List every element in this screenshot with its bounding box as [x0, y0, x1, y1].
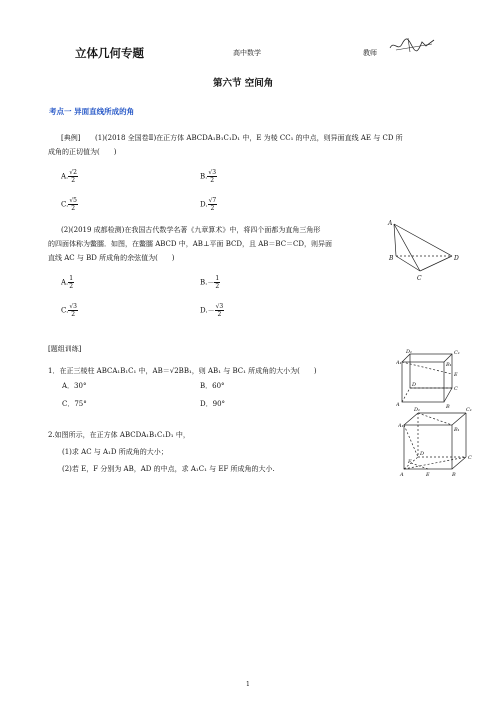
- example-2-option-a: [61, 275, 74, 290]
- vertex-label: D₁: [414, 407, 421, 413]
- vertex-label: B: [452, 472, 456, 477]
- prism-figure: [396, 348, 468, 410]
- practice-q2-line-1: 2.如图所示，在正方体 ABCDA₁B₁C₁D₁ 中，: [48, 431, 190, 439]
- vertex-label: C₁: [466, 407, 472, 413]
- vertex-label: B: [389, 255, 394, 262]
- example-2-option-b: [200, 275, 220, 290]
- edge-ab: [394, 224, 396, 256]
- option-letter: D.: [200, 306, 208, 315]
- example-1-option-b: [200, 169, 217, 184]
- teacher-label: 教师: [363, 49, 377, 57]
- example-1-line-2: 成角的正切值为( ): [48, 148, 117, 156]
- knowledge-point-heading: 考点一 异面直线所成的角: [49, 107, 135, 116]
- option-letter: B.: [200, 172, 208, 181]
- option-numerator: √3: [69, 303, 77, 310]
- option-numerator: √3: [215, 303, 224, 310]
- vertex-label: B: [446, 404, 450, 410]
- option-denominator: 2: [71, 311, 76, 318]
- option-letter: D.: [200, 200, 208, 209]
- front-face: [402, 362, 444, 402]
- vertex-label: D₁: [406, 349, 413, 355]
- vertex-label: B₁: [446, 362, 452, 368]
- vertex-label: E: [454, 372, 458, 378]
- vertex-label: A₁: [398, 423, 404, 429]
- option-numerator: 1: [69, 275, 74, 282]
- option-denominator: 2: [210, 205, 215, 212]
- vertex-label: D: [412, 382, 417, 388]
- example-1-option-d: [200, 197, 217, 212]
- option-letter: C.: [61, 200, 69, 209]
- section-title: 第六节 空间角: [213, 78, 274, 89]
- practice-q1-option-b: B．60°: [200, 382, 225, 390]
- teacher-signature: [388, 34, 438, 56]
- option-denominator: 2: [69, 283, 74, 290]
- example-2-line-2: 的四面体称为鳖臑．如图，在鳖臑 ABCD 中，AB⊥平面 BCD，且 AB＝BC＝CD，则异面: [48, 240, 333, 248]
- vertex-label: F: [408, 459, 412, 465]
- example-1-option-a: [61, 169, 78, 184]
- vertex-label: A: [388, 220, 393, 227]
- example-2-option-d: [200, 303, 224, 318]
- subject-label: 高中数学: [233, 49, 261, 57]
- option-numerator: √2: [69, 169, 77, 176]
- vertex-label: C₁: [454, 350, 460, 356]
- option-letter: A.: [61, 172, 69, 181]
- option-sign: －: [207, 306, 215, 315]
- vertex-label: A₁: [396, 360, 402, 366]
- example-label: [典例]: [61, 134, 81, 142]
- edge-bc: [396, 256, 420, 271]
- document-title: 立体几何专题: [75, 46, 144, 60]
- page-number: 1: [246, 681, 250, 688]
- option-numerator: √5: [69, 197, 77, 204]
- vertex-label: E: [426, 472, 430, 477]
- option-sign: －: [207, 278, 215, 287]
- option-denominator: 2: [71, 205, 76, 212]
- vertex-label: C: [454, 386, 458, 392]
- option-numerator: 1: [215, 275, 220, 282]
- back-face: [410, 354, 452, 388]
- edge-cd: [420, 256, 452, 271]
- vertex-label: C: [468, 455, 472, 461]
- practice-q1-option-d: D．90°: [200, 400, 226, 408]
- vertex-label: D: [454, 255, 459, 262]
- practice-q1: 1．在正三棱柱 ABCA₁B₁C₁ 中，AB＝√2BB₁，则 AB₁ 与 BC₁ 所成角的大小为( ): [48, 367, 317, 375]
- vertex-label: C: [417, 275, 422, 282]
- vertex-label: D: [420, 451, 425, 457]
- practice-q2-part-2: (2)若 E，F 分别为 AB，AD 的中点，求 A₁C₁ 与 EF 所成角的大小.: [62, 465, 275, 473]
- option-denominator: 2: [71, 177, 76, 184]
- example-2-line-1: (2)(2019 成都检测)在我国古代数学名著《九章算术》中，将四个面都为直角三角形: [61, 226, 321, 234]
- vertex-label: A: [400, 472, 404, 477]
- practice-q2-part-1: (1)求 AC 与 A₁D 所成角的大小；: [62, 448, 168, 456]
- option-letter: B.: [200, 278, 208, 287]
- example-1-option-c: [61, 197, 78, 212]
- vertex-label: A: [396, 402, 400, 408]
- option-denominator: 2: [217, 311, 222, 318]
- example-1-line-1: (1)(2018 全国卷Ⅱ)在正方体 ABCDA₁B₁C₁D₁ 中，E 为棱 CC₁ 的中点，则异面直线 AE 与 CD 所: [95, 134, 403, 142]
- option-letter: A.: [61, 278, 69, 287]
- example-2-option-c: [61, 303, 78, 318]
- tetrahedron-figure: [386, 216, 466, 288]
- option-denominator: 2: [210, 177, 215, 184]
- cube-figure: [398, 405, 474, 477]
- practice-q1-option-a: A．30°: [62, 382, 87, 390]
- example-2-line-3: 直线 AC 与 BD 所成角的余弦值为( ): [48, 254, 175, 262]
- option-numerator: √3: [208, 169, 217, 176]
- practice-q1-option-c: C．75°: [62, 400, 87, 408]
- practice-heading: [题组训练]: [48, 345, 82, 353]
- option-denominator: 2: [215, 283, 220, 290]
- option-letter: C.: [61, 306, 69, 315]
- vertex-label: B₁: [454, 427, 460, 433]
- option-numerator: √7: [208, 197, 217, 204]
